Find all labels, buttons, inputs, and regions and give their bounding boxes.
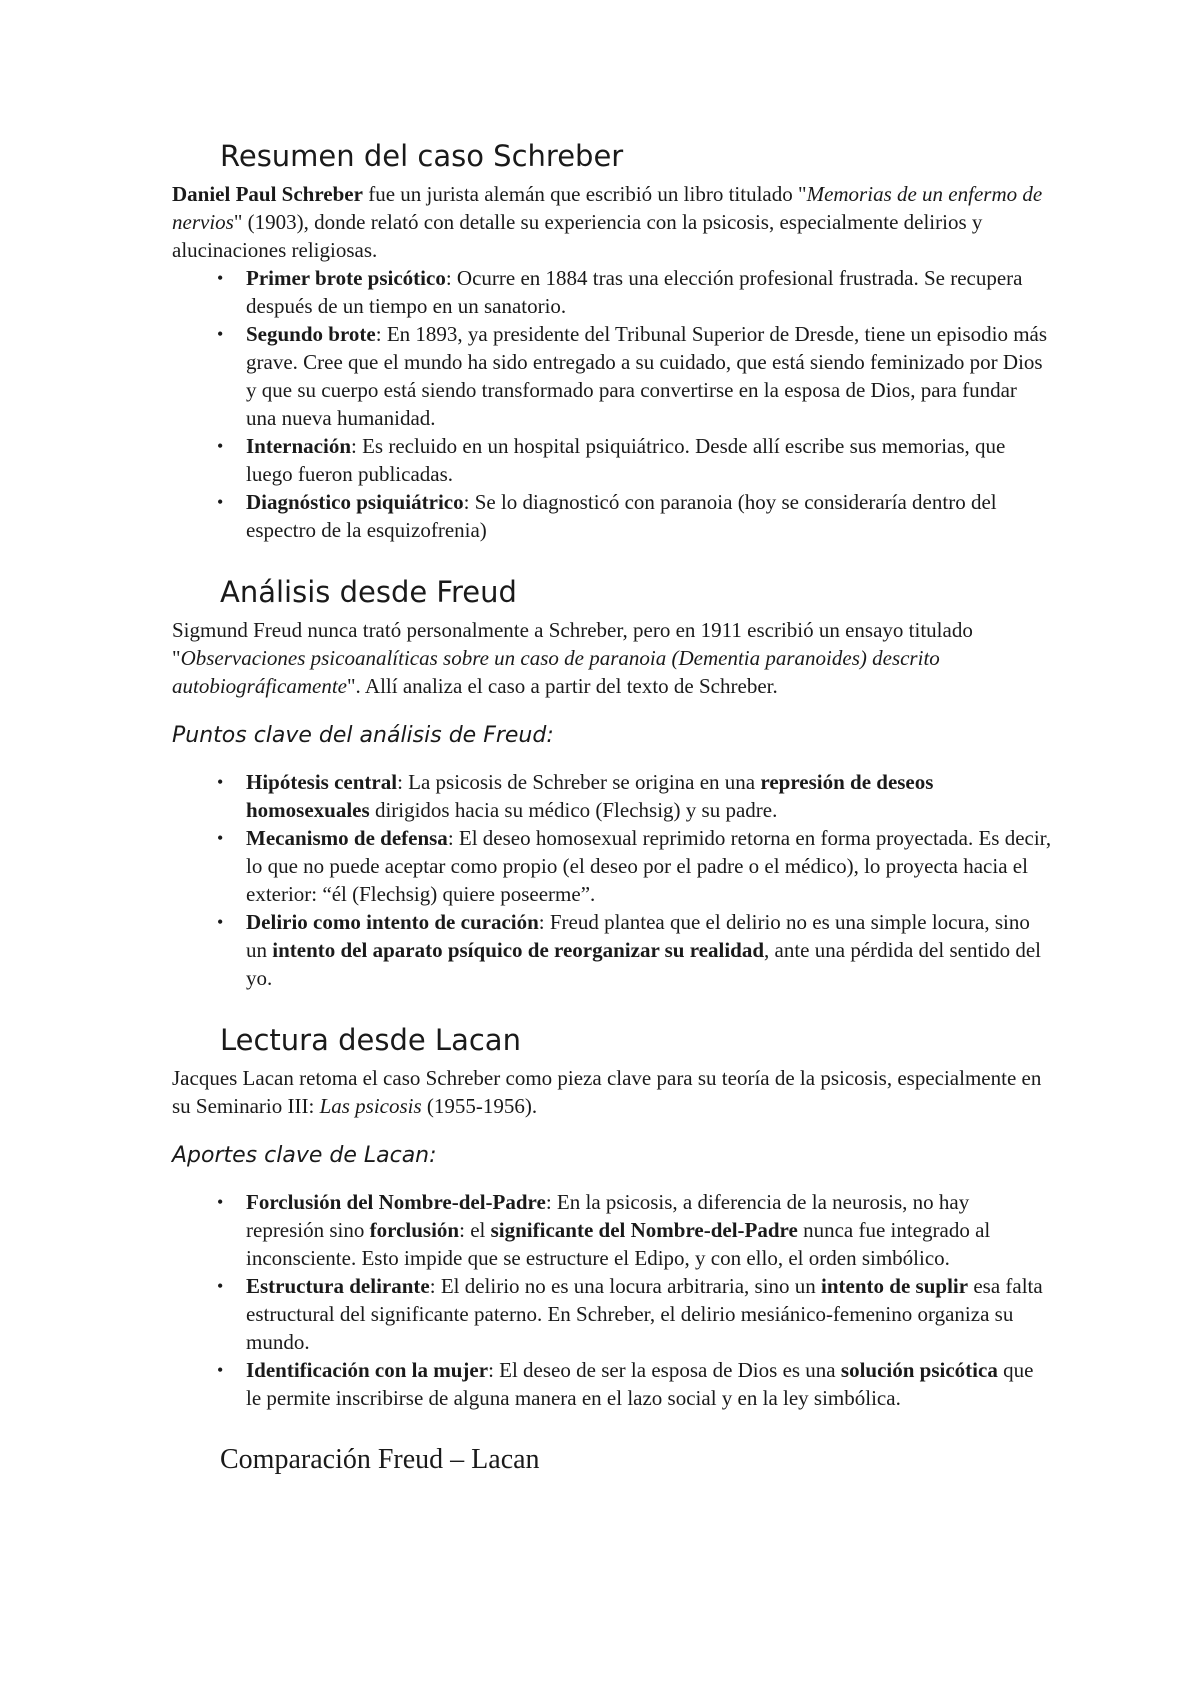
list-item-0-run-2: represión de deseos homosexuales [246, 770, 934, 822]
paragraph-lacan-intro-run-2: (1955-1956). [421, 1094, 538, 1118]
list-item-1-run-1: : El delirio no es una locura arbitraria, sino un [429, 1274, 822, 1298]
bullet-icon: • [217, 828, 224, 848]
bullet-icon: • [217, 1360, 224, 1380]
list-item [172, 1272, 1052, 1356]
paragraph-freud-intro-run-0: Sigmund Freud nunca trató personalmente a Schreber, pero en 1911 escribió un ensayo titulado " [172, 618, 973, 670]
list-item-0-run-0: Forclusión del Nombre-del-Padre [246, 1190, 546, 1214]
list-item-2-run-2: intento del aparato psíquico de reorganizar su realidad [272, 938, 765, 962]
list-item-3-run-0: Diagnóstico psiquiátrico [246, 490, 464, 514]
list-item-2-run-0: Identificación con la mujer [246, 1358, 489, 1382]
paragraph-resumen-intro-run-0: Daniel Paul Schreber [172, 182, 363, 206]
heading-comparacion: Comparación Freud – Lacan [220, 1444, 540, 1475]
bullet-icon: • [217, 1276, 224, 1296]
list-item-2-run-3: , ante una pérdida del sentido del yo. [246, 938, 1042, 990]
list-item-2-run-2: solución psicótica [840, 1358, 998, 1382]
section-resumen [172, 138, 1052, 544]
heading-resumen: Resumen del caso Schreber [220, 139, 624, 173]
list-item [172, 432, 1052, 488]
list-resumen [172, 264, 1052, 544]
heading-freud: Análisis desde Freud [220, 575, 517, 609]
bullet-icon: • [217, 1192, 224, 1212]
list-item-1-run-0: Mecanismo de defensa [246, 826, 448, 850]
bullet-icon: • [217, 772, 224, 792]
list-item [172, 824, 1052, 908]
list-item-0-run-3: dirigidos hacia su médico (Flechsig) y su padre. [369, 798, 778, 822]
list-item [172, 488, 1052, 544]
paragraph-lacan-intro-run-1: Las psicosis [319, 1094, 422, 1118]
list-item-1-run-0: Segundo brote [246, 322, 376, 346]
section-freud [172, 574, 1052, 992]
bullet-icon: • [217, 436, 224, 456]
paragraph-lacan-intro [172, 1064, 1052, 1120]
list-item [172, 320, 1052, 432]
paragraph-resumen-intro [172, 180, 1052, 264]
list-item-1-run-1: : El deseo homosexual reprimido retorna en forma proyectada. Es decir, lo que no puede aceptar como propio (el deseo por el padre o el médico), lo proyecta hacia el exterior: “él (Flechsig) quiere poseerme”. [246, 826, 1052, 906]
list-item [172, 1188, 1052, 1272]
paragraph-freud-intro [172, 616, 1052, 700]
bullet-icon: • [217, 324, 224, 344]
list-item-2-run-1: : Es recluido en un hospital psiquiátrico. Desde allí escribe sus memorias, que luego fueron publicadas. [246, 434, 1006, 486]
subheading-freud-puntos: Puntos clave del análisis de Freud: [172, 723, 554, 748]
list-item-0-run-2: forclusión [369, 1218, 460, 1242]
list-item [172, 768, 1052, 824]
document-body [172, 138, 1052, 1484]
list-item [172, 908, 1052, 992]
list-item-1-run-1: : En 1893, ya presidente del Tribunal Superior de Dresde, tiene un episodio más grave. Cree que el mundo ha sido entregado a su cuidado, que está siendo feminizado por Dios y que su cuerpo está siendo transformado para convertirse en la esposa de Dios, para fundar una nueva humanidad. [246, 322, 1048, 430]
list-item-0-run-4: significante del Nombre-del-Padre [490, 1218, 798, 1242]
list-item-3-run-1: : Se lo diagnosticó con paranoia (hoy se consideraría dentro del espectro de la esquizofrenia) [246, 490, 997, 542]
list-item-0-run-0: Primer brote psicótico [246, 266, 446, 290]
list-item-1-run-3: esa falta estructural del significante paterno. En Schreber, el delirio mesiánico-femenino organiza su mundo. [246, 1274, 1043, 1354]
paragraph-resumen-intro-run-3: " (1903), donde relató con detalle su experiencia con la psicosis, especialmente delirios y alucinaciones religiosas. [172, 210, 983, 262]
section-lacan [172, 1022, 1052, 1412]
bullet-icon: • [217, 492, 224, 512]
subheading-lacan-aportes: Aportes clave de Lacan: [172, 1143, 437, 1168]
list-item-2-run-3: que le permite inscribirse de alguna manera en el lazo social y en la ley simbólica. [246, 1358, 1034, 1410]
list-item-0-run-1: : La psicosis de Schreber se origina en una [397, 770, 761, 794]
list-item-0-run-1: : Ocurre en 1884 tras una elección profesional frustrada. Se recupera después de un tiempo en un sanatorio. [246, 266, 1023, 318]
list-item-2-run-0: Internación [246, 434, 351, 458]
list-item-2-run-1: : Freud plantea que el delirio no es una simple locura, sino un [246, 910, 1030, 962]
list-item-0-run-3: : el [459, 1218, 491, 1242]
list-item-1-run-2: intento de suplir [821, 1274, 969, 1298]
bullet-icon: • [217, 268, 224, 288]
paragraph-lacan-intro-run-0: Jacques Lacan retoma el caso Schreber como pieza clave para su teoría de la psicosis, especialmente en su Seminario III: [172, 1066, 1042, 1118]
heading-lacan: Lectura desde Lacan [220, 1023, 521, 1057]
bullet-icon: • [217, 912, 224, 932]
list-item-1-run-0: Estructura delirante [246, 1274, 430, 1298]
paragraph-freud-intro-run-1: Observaciones psicoanalíticas sobre un caso de paranoia (Dementia paranoides) descrito autobiográficamente [172, 646, 940, 698]
list-item [172, 1356, 1052, 1412]
list-item-2-run-0: Delirio como intento de curación [246, 910, 539, 934]
list-item-0-run-1: : En la psicosis, a diferencia de la neurosis, no hay represión sino [246, 1190, 970, 1242]
list-item-0-run-0: Hipótesis central [246, 770, 398, 794]
list-item-2-run-1: : El deseo de ser la esposa de Dios es una [488, 1358, 841, 1382]
list-item-0-run-5: nunca fue integrado al inconsciente. Esto impide que se estructure el Edipo, y con ello, el orden simbólico. [246, 1218, 991, 1270]
section-comparacion [172, 1442, 1052, 1478]
list-item [172, 264, 1052, 320]
list-lacan [172, 1188, 1052, 1412]
list-freud [172, 768, 1052, 992]
paragraph-resumen-intro-run-1: fue un jurista alemán que escribió un libro titulado " [362, 182, 807, 206]
paragraph-freud-intro-run-2: ". Allí analiza el caso a partir del texto de Schreber. [346, 674, 778, 698]
paragraph-resumen-intro-run-2: Memorias de un enfermo de nervios [172, 182, 1043, 234]
